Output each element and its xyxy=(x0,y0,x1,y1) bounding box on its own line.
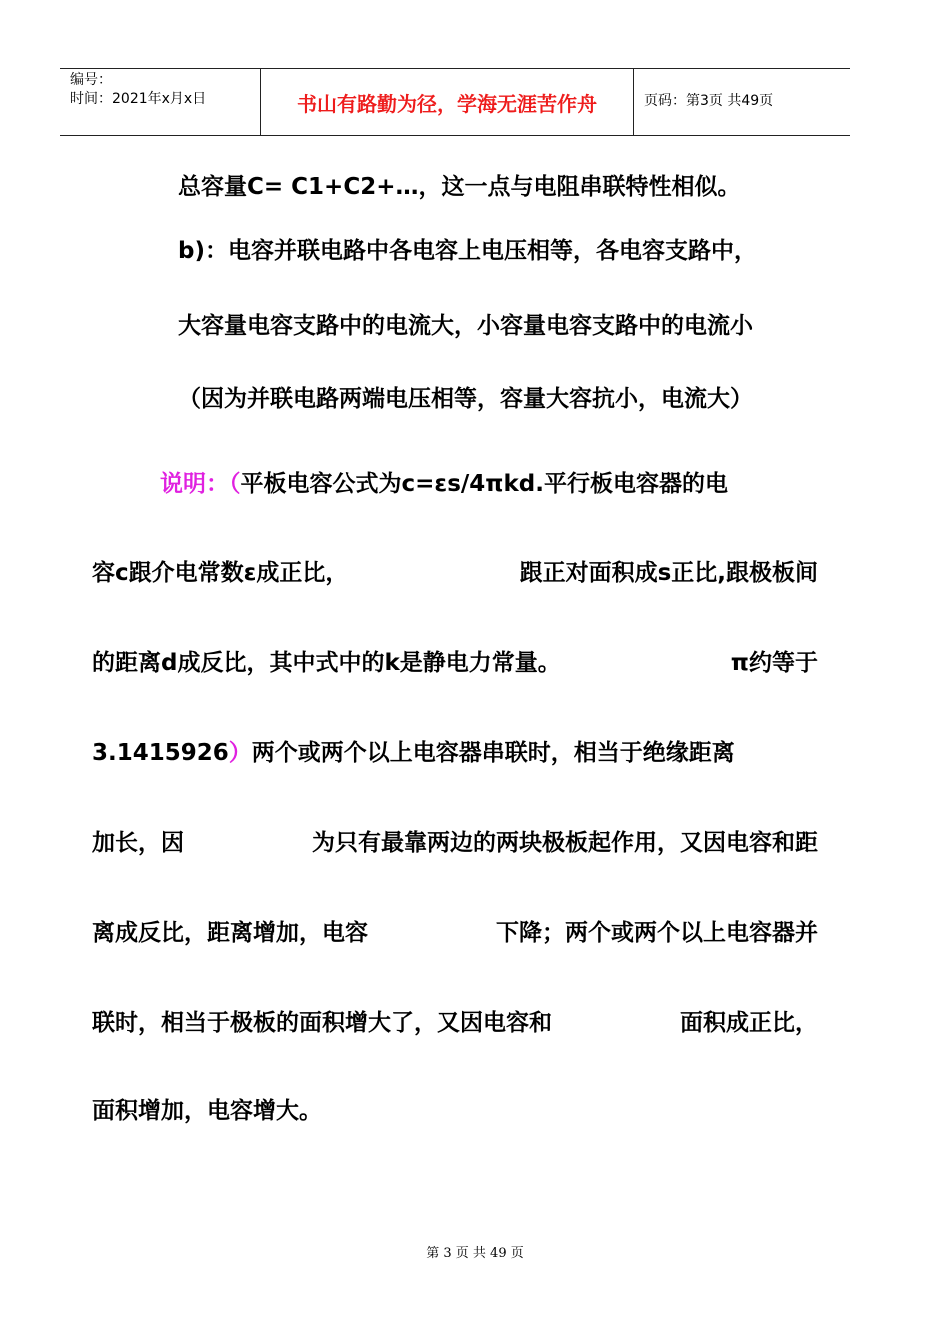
header-page-cell xyxy=(634,69,850,135)
body-line-7-a: 的距离d成反比，其中式中的k是静电力常量。 xyxy=(92,650,561,676)
body-line-9 xyxy=(92,828,818,858)
doc-number-label: 编号： xyxy=(70,72,112,88)
header-page-info: 页码：第3页 共49页 xyxy=(644,93,774,109)
note-label: 说明： xyxy=(160,471,229,497)
body-line-6-b: 跟正对面积成s正比,跟极板间 xyxy=(519,560,818,586)
note-open-paren: （ xyxy=(229,471,241,497)
body-line-6 xyxy=(92,558,818,588)
body-line-7 xyxy=(92,648,818,678)
header-motto: 书山有路勤为径，学海无涯苦作舟 xyxy=(297,92,597,116)
body-line-2: b)：电容并联电路中各电容上电压相等，各电容支路中， xyxy=(178,238,757,264)
body-line-4: （因为并联电路两端电压相等，容量大容抗小，电流大） xyxy=(178,386,753,412)
header-meta-cell xyxy=(60,69,260,135)
body-line-11-a: 联时，相当于极板的面积增大了，又因电容和 xyxy=(92,1010,552,1036)
pi-value: 3.1415926 xyxy=(92,740,229,766)
body-line-9-b: 为只有最靠两边的两块极板起作用，又因电容和距 xyxy=(312,830,818,856)
body-line-3: 大容量电容支路中的电流大，小容量电容支路中的电流小 xyxy=(178,313,753,339)
body-line-8 xyxy=(92,738,735,768)
body-line-10-b: 下降；两个或两个以上电容器并 xyxy=(496,920,818,946)
body-line-11 xyxy=(92,1008,818,1038)
note-formula-text: 平板电容公式为c=εs/4πkd.平行板电容器的电 xyxy=(240,471,728,497)
body-line-11-b: 面积成正比， xyxy=(680,1010,818,1036)
body-line-9-a: 加长，因 xyxy=(92,830,184,856)
body-line-8-text: 两个或两个以上电容器串联时，相当于绝缘距离 xyxy=(251,740,735,766)
page-footer: 第 3 页 共 49 页 xyxy=(426,1246,524,1261)
body-line-6-a: 容c跟介电常数ε成正比， xyxy=(92,560,349,586)
page-header xyxy=(60,68,850,136)
note-close-paren: ） xyxy=(228,740,252,766)
body-line-10 xyxy=(92,918,818,948)
doc-time-label: 时间：2021年x月x日 xyxy=(70,91,207,107)
body-line-1: 总容量C= C1+C2+…，这一点与电阻串联特性相似。 xyxy=(178,174,741,200)
body-line-7-b: π约等于 xyxy=(730,650,818,676)
note-line xyxy=(160,469,728,499)
body-line-12: 面积增加，电容增大。 xyxy=(92,1098,322,1124)
body-line-10-a: 离成反比，距离增加，电容 xyxy=(92,920,368,946)
header-motto-cell xyxy=(260,69,634,135)
